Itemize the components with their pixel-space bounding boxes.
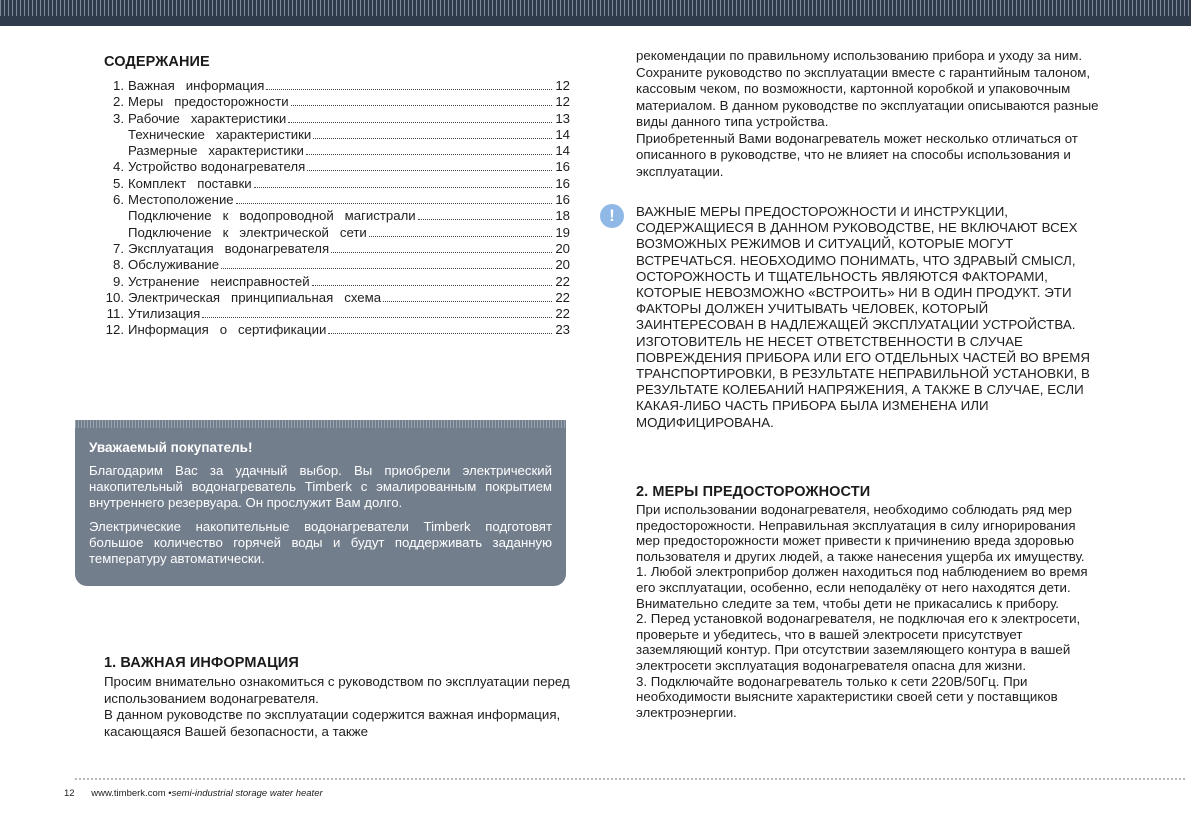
toc-item-label: Подключение к электрической сети [128,224,367,240]
page-number: 12 [64,788,75,799]
toc-item-number: 4. [113,159,124,175]
toc-item [104,290,570,306]
page-footer [64,788,323,799]
toc-item-label: Меры предосторожности [128,94,289,110]
right-paragraph-1: рекомендации по правильному использованию прибора и уходу за ним. Сохраните руководство по эксплуатации вместе с гарантийным талоном, кассовым чеком, по возможности, картонной коробкой и упаковочным материалом. В данном руководстве по эксплуатации описываются разные виды данного типа устройства. [636,48,1099,129]
toc-item [104,257,570,273]
toc-item [104,143,570,159]
footer-site: www.timberk.com •semi-industrial storage water heater [91,788,323,799]
toc-leader-dots [307,159,552,171]
toc-item-label: Электрическая принципиальная схема [128,289,382,305]
toc-item-page: 16 [555,159,570,175]
toc-leader-dots [288,111,552,123]
toc-leader-dots [266,78,552,90]
toc-item [104,274,570,290]
greeting-paragraph-2: Электрические накопительные водонагреватели Timberk подготовят большое количество горячей воды и будут поддерживать заданную температуру автоматически. [89,519,552,566]
toc-leader-dots [313,127,552,139]
footer-tagline: semi-industrial storage water heater [171,788,323,799]
toc-item-page: 16 [555,192,570,208]
toc-item-number: 9. [113,273,124,289]
toc-item-number: 2. [113,94,124,110]
top-decorative-band [0,0,1191,26]
toc-item [104,225,570,241]
toc-item-number: 12. [105,322,124,338]
toc-leader-dots [221,257,552,269]
toc-item-page: 12 [555,94,570,110]
warning-block [609,204,1104,431]
toc-item [104,111,570,127]
toc-item-label: Технические характеристики [128,126,312,142]
section-1-paragraph-2: В данном руководстве по эксплуатации содержится важная информация, касающаяся Вашей безопасности, а также [104,707,561,739]
section-precautions [636,484,1100,720]
section-2-title: 2. МЕРЫ ПРЕДОСТОРОЖНОСТИ [636,484,871,500]
toc-item-label: Эксплуатация водонагревателя [128,240,330,256]
section-2-item-1: 1. Любой электроприбор должен находиться под наблюдением во время его эксплуатации, особенно, если неподалёку от него находятся дети. Внимательно следите за тем, чтобы дети не прикасались к прибору. [636,564,1088,611]
toc-item [104,306,570,322]
toc-leader-dots [254,176,552,188]
toc-item-label: Утилизация [128,306,201,322]
toc-item-label: Важная информация [128,78,265,93]
section-2-item-2: 2. Перед установкой водонагревателя, не подключая его к электросети, проверьте и убедитесь, что в вашей электросети присутствует заземляющий контур. При отсутствии заземляющего контура в вашей электросети эксплуатация водонагревателя опасна для жизни. [636,611,1081,673]
toc-leader-dots [236,192,552,204]
toc-item-label: Устройство водонагревателя [128,159,306,175]
toc-item [104,322,570,338]
toc-item [104,176,570,192]
toc-item-page: 12 [555,78,570,93]
section-2-item-3: 3. Подключайте водонагреватель только к сети 220В/50Гц. При необходимости выясните характеристики своей сети у поставщиков электроэнергии. [636,673,1058,720]
toc-item [104,159,570,175]
toc-leader-dots [418,208,552,220]
footer-url: www.timberk.com [91,788,166,799]
toc-item [104,192,570,208]
section-1-title: 1. ВАЖНАЯ ИНФОРМАЦИЯ [104,655,299,671]
toc-item-number: 11. [106,306,124,322]
toc-leader-dots [369,225,552,237]
footer-divider [75,778,1185,780]
toc-item-label: Обслуживание [128,257,220,273]
toc-leader-dots [291,94,552,106]
toc-leader-dots [383,290,552,302]
toc-item-number: 6. [113,192,124,208]
toc-item [104,208,570,224]
toc-item-page: 23 [555,322,570,338]
toc-item-page: 20 [555,240,570,256]
toc-item-page: 19 [555,224,570,240]
table-of-contents [104,54,570,339]
warning-text: ВАЖНЫЕ МЕРЫ ПРЕДОСТОРОЖНОСТИ И ИНСТРУКЦИИ, СОДЕРЖАЩИЕСЯ В ДАННОМ РУКОВОДСТВЕ, НЕ ВКЛЮЧАЮТ ВСЕХ ВОЗМОЖНЫХ РЕЖИМОВ И СИТУАЦИЙ, КОТОРЫЕ МОГУТ ВСТРЕЧАТЬСЯ. НЕОБХОДИМО ПОНИМАТЬ, ЧТО ЗДРАВЫЙ СМЫСЛ, ОСТОРОЖНОСТЬ И ТЩАТЕЛЬНОСТЬ ЯВЛЯЮТСЯ ФАКТОРАМИ, КОТОРЫЕ НЕВОЗМОЖНО «ВСТРОИТЬ» НИ В ОДИН ПРОДУКТ. ЭТИ ФАКТОРЫ ДОЛЖЕН УЧИТЫВАТЬ ЧЕЛОВЕК, КОТОРЫЙ ЗАИНТЕРЕСОВАН В НАДЛЕЖАЩЕЙ ЭКСПЛУАТАЦИИ УСТРОЙСТВА. ИЗГОТОВИТЕЛЬ НЕ НЕСЕТ ОТВЕТСТВЕННОСТИ В СЛУЧАЕ ПОВРЕЖДЕНИЯ ПРИБОРА ИЛИ ЕГО ОТДЕЛЬНЫХ ЧАСТЕЙ ВО ВРЕМЯ ТРАНСПОРТИРОВКИ, В РЕЗУЛЬТАТЕ НЕПРАВИЛЬНОЙ УСТАНОВКИ, В РЕЗУЛЬТАТЕ КОЛЕБАНИЙ НАПРЯЖЕНИЯ, А ТАКЖЕ В СЛУЧАЕ, ЕСЛИ КАКАЯ-ЛИБО ЧАСТЬ ПРИБОРА БЫЛА ИЗМЕНЕНА ИЛИ МОДИФИЦИРОВАНА. [636,204,1090,430]
toc-item [104,78,570,94]
section-important-info [104,655,570,740]
toc-item-number: 3. [113,110,124,126]
toc-item [104,127,570,143]
toc-item-number: 7. [113,240,124,256]
toc-title: СОДЕРЖАНИЕ [104,54,210,70]
toc-item-number: 5. [113,175,124,191]
toc-list [104,78,570,339]
toc-item-label: Размерные характеристики [128,143,304,159]
section-1-paragraph-1: Просим внимательно ознакомиться с руководством по эксплуатации перед использованием водонагревателя. [104,674,570,706]
toc-item-label: Подключение к водопроводной магистрали [128,208,416,224]
toc-item-page: 18 [555,208,570,224]
toc-item-page: 14 [555,143,570,159]
greeting-paragraph-1: Благодарим Вас за удачный выбор. Вы приобрели электрический накопительный водонагреватель Timberk с эмалированным покрытием внутреннего резервуара. Он прослужит Вам долго. [89,463,552,510]
toc-item-page: 14 [555,126,570,142]
greeting-title: Уважаемый покупатель! [89,440,253,455]
right-column-intro [636,48,1100,180]
toc-item-page: 13 [555,110,570,126]
toc-item-label: Рабочие характеристики [128,110,287,126]
toc-item-label: Устранение неисправностей [128,273,310,289]
toc-item-number: 8. [113,257,124,273]
exclamation-icon: ! [600,204,624,228]
toc-item-label: Комплект поставки [128,175,252,191]
toc-item [104,241,570,257]
toc-leader-dots [328,322,552,334]
greeting-box [75,420,566,586]
toc-leader-dots [331,241,552,253]
toc-item-page: 22 [555,306,570,322]
right-paragraph-2: Приобретенный Вами водонагреватель может несколько отличаться от описанного в руководстве, что не влияет на способы использования и эксплуатации. [636,130,1078,179]
toc-leader-dots [202,306,552,318]
toc-leader-dots [306,143,552,155]
toc-leader-dots [312,274,552,286]
toc-item-page: 22 [555,289,570,305]
toc-item-page: 16 [555,175,570,191]
toc-item-label: Информация о сертификации [128,322,327,338]
toc-item-page: 20 [555,257,570,273]
toc-item-number: 10. [105,289,124,305]
toc-item [104,94,570,110]
toc-item-label: Местоположение [128,192,234,208]
section-2-paragraph-1: При использовании водонагревателя, необходимо соблюдать ряд мер предосторожности. Неправильная эксплуатация в силу игнорирования мер предосторожности может привести к причинению вреда здоровью пользователя и других людей, а также нанесения ущерба их имуществу. [636,502,1085,564]
toc-item-number: 1. [113,78,124,93]
toc-item-page: 22 [555,273,570,289]
